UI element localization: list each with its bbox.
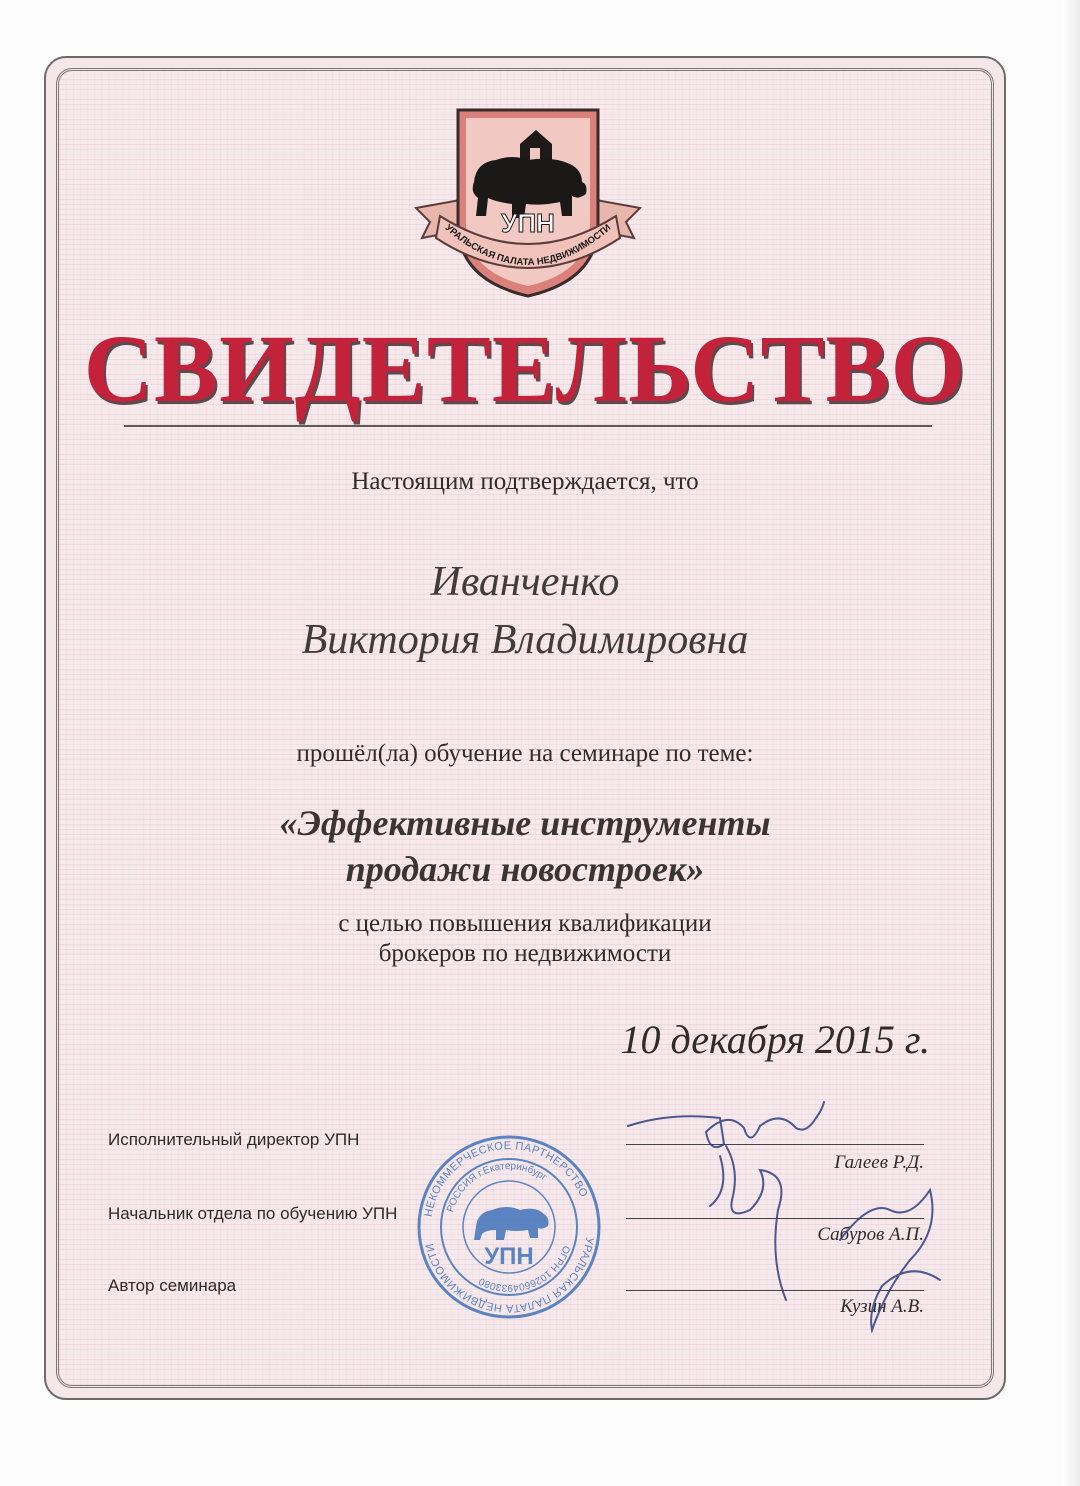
signer-role: Начальник отдела по обучению УПН — [108, 1204, 398, 1223]
issue-date: 10 декабря 2015 г. — [620, 1017, 930, 1062]
logo-ribbon-text: УРАЛЬСКАЯ ПАЛАТА НЕДВИЖИМОСТИ — [442, 222, 614, 269]
svg-text:ОГРН 1026604933080: ОГРН 1026604933080 — [477, 1243, 572, 1294]
seminar-topic-line2: продажи новостроек» — [345, 849, 705, 889]
signer-role: Исполнительный директор УПН — [108, 1130, 360, 1149]
signature-line — [626, 1290, 924, 1291]
signer-name: Кузин А.В. — [840, 1296, 924, 1317]
signer-role: Автор семинара — [108, 1276, 237, 1295]
purpose-line2: брокеров по недвижимости — [378, 940, 672, 967]
svg-text:НЕКОММЕРЧЕСКОЕ ПАРТНЕРСТВО: НЕКОММЕРЧЕСКОЕ ПАРТНЕРСТВО — [422, 1139, 590, 1218]
svg-text:УРАЛЬСКАЯ ПАЛАТА НЕДВИЖИМОСТИ: УРАЛЬСКАЯ ПАЛАТА НЕДВИЖИМОСТИ — [423, 1236, 596, 1315]
signer-name: Сабуров А.П. — [817, 1224, 924, 1245]
certificate-title: СВИДЕТЕЛЬСТВО — [83, 315, 967, 422]
scan-edge — [1062, 0, 1080, 1486]
signer-name: Галеев Р.Д. — [834, 1152, 924, 1173]
confirm-text: Настоящим подтверждается, что — [351, 468, 699, 495]
signature-line — [626, 1144, 924, 1145]
passed-text: прошёл(ла) обучение на семинаре по теме: — [296, 740, 754, 767]
recipient-surname: Иванченко — [430, 559, 620, 605]
organization-stamp — [416, 1134, 602, 1320]
upn-logo — [412, 104, 644, 300]
seminar-topic-line1: «Эффективные инструменты — [279, 803, 771, 843]
purpose-line1: с целью повышения квалификации — [338, 910, 712, 937]
svg-text:РОССИЯ г.Екатеринбург: РОССИЯ г.Екатеринбург — [445, 1160, 549, 1214]
signature-line — [626, 1218, 924, 1219]
title-divider — [124, 425, 932, 427]
stamp-abbr: УПН — [484, 1243, 534, 1270]
logo-abbr: УПН — [501, 208, 555, 238]
recipient-given-names: Виктория Владимировна — [301, 617, 749, 663]
